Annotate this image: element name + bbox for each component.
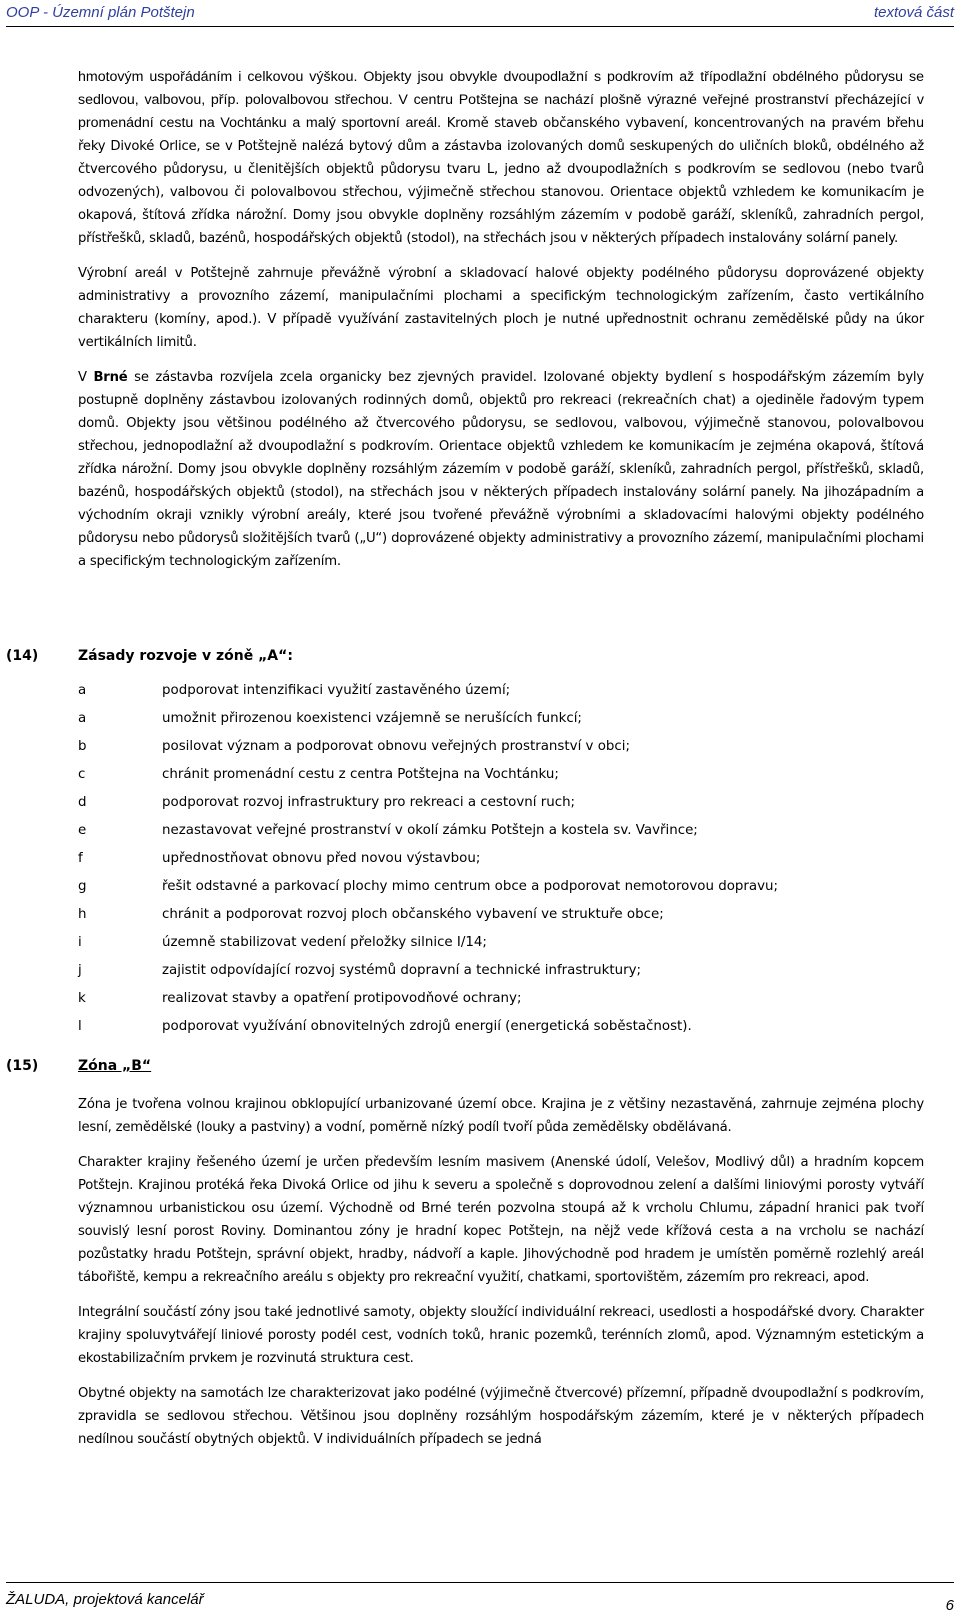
- list-item: [78, 711, 938, 739]
- list-item: [78, 1019, 938, 1047]
- section-15-body: [78, 1093, 924, 1451]
- list-item: [78, 907, 938, 935]
- list-item-letter: j: [78, 963, 82, 978]
- brne-paragraph: [78, 366, 924, 573]
- list-item: [78, 879, 938, 907]
- list-item-text: podporovat využívání obnovitelných zdrojů energií (energetická soběstačnost).: [162, 1019, 692, 1034]
- list-item-letter: c: [78, 767, 86, 782]
- list-item-text: podporovat intenzifikaci využití zastavěného území;: [162, 683, 511, 698]
- page-footer: [6, 1582, 954, 1616]
- intro-paragraph: [78, 66, 924, 250]
- list-item-text: podporovat rozvoj infrastruktury pro rekreaci a cestovní ruch;: [162, 795, 576, 810]
- section-14-number: (14): [6, 648, 39, 664]
- list-item-letter: h: [78, 907, 87, 922]
- page-number: 6: [945, 1597, 954, 1614]
- list-item-letter: k: [78, 991, 86, 1006]
- vyrobni-paragraph: Výrobní areál v Potštejně zahrnuje převážně výrobní a skladovací halové objekty podélného půdorysu doprovázené objekty administrativy a provozního zázemí, manipulačními plochami a specifickým technologickým zařízením, často vertikálního charakteru (komíny, apod.). V případě využívání zastavitelných ploch je nutné upřednostnit ochranu zemědělské půdy na úkor vertikálních limitů.: [78, 266, 924, 350]
- list-item: [78, 851, 938, 879]
- list-item-letter: b: [78, 739, 87, 754]
- list-item-text: realizovat stavby a opatření protipovodňové ochrany;: [162, 991, 522, 1006]
- list-item-text: umožnit přirozenou koexistenci vzájemně se nerušících funkcí;: [162, 711, 582, 726]
- list-item-letter: a: [78, 711, 87, 726]
- brne-text: se zástavba rozvíjela zcela organicky bez zjevných pravidel. Izolované objekty bydlení s hospodářským zázemím byly postupně doplněny zástavbou izolovaných rodinných domů, objektů pro rekreaci (rekreačních chat) a ojediněle řadovým typem domů. Objekty jsou většinou podélného až čtvercového půdorysu, se sedlovou, valbovou, výjimečně stanovou, polovalbovou střechou, jednopodlažní až dvoupodlažní s podkrovím. Orientace objektů vzhledem ke komunikacím je zejména okapová, štítová zřídka nárožní. Domy jsou obvykle doplněny rozsáhlým zázemím v podobě garáží, skleníků, zahradních pergol, přístřešků, skladů, bazénů, hospodářských objektů (stodol), na střechách jsou v některých případech instalovány solární panely. Na jihozápadním a východním okraji vznikly výrobní areály, které jsou tvořené převážně výrobními a skladovacími halovými objekty podélného půdorysu nebo půdorysů složitějších tvarů („U“) doprovázené objekty administrativy a provozního zázemí, manipulačními plochami a specifickým technologickým zařízením.: [78, 370, 924, 569]
- list-item: [78, 963, 938, 991]
- header-document-title: OOP - Územní plán Potštejn: [6, 4, 195, 21]
- section-15-paragraph: Obytné objekty na samotách lze charakterizovat jako podélné (výjimečně čtvercové) přízemní, případně dvoupodlažní s podkrovím, zpravidla se sedlovou střechou. Většinou jsou doplněny rozsáhlým hospodářským zázemím, které je v některých případech nedílnou součástí obytných objektů. V individuálních případech se jedná: [78, 1386, 924, 1447]
- list-item-letter: g: [78, 879, 87, 894]
- header-section-label: textová část: [873, 4, 954, 21]
- list-item: [78, 767, 938, 795]
- list-item-letter: l: [78, 1019, 82, 1034]
- list-item: [78, 795, 938, 823]
- intro-block: [78, 66, 924, 573]
- brne-bold-name: Brné: [93, 370, 128, 385]
- list-item-text: nezastavovat veřejné prostranství v okolí zámku Potštejn a kostela sv. Vavřince;: [162, 823, 698, 838]
- list-item-letter: i: [78, 935, 82, 950]
- list-item-letter: e: [78, 823, 87, 838]
- list-item: [78, 935, 938, 963]
- list-item: [78, 683, 938, 711]
- list-item-text: řešit odstavné a parkovací plochy mimo centrum obce a podporovat nemotorovou dopravu;: [162, 879, 779, 894]
- list-item-text: upřednostňovat obnovu před novou výstavbou;: [162, 851, 481, 866]
- list-item-text: územně stabilizovat vedení přeložky silnice I/14;: [162, 935, 487, 950]
- list-item-letter: d: [78, 795, 87, 810]
- intro-text-part1: hmotovým uspořádáním i celkovou výškou. Objekty jsou obvykle dvoupodlažní s podkrovím až třípodlažní obdélného půdorysu se sedlovou, valbovou, příp. polovalbovou střechou. V centru Potštejna se nachází plošně výrazné veřejné prostranství přecházející v promenádní cestu na Vochtánku a malý sportovní areál.: [78, 69, 924, 131]
- list-item: [78, 991, 938, 1019]
- list-item: [78, 739, 938, 767]
- section-15-paragraph: Integrální součástí zóny jsou také jednotlivé samoty, objekty sloužící individuální rekreaci, usedlosti a hospodářské dvory. Charakter krajiny spoluvytvářejí liniové porosty podél cest, vodních toků, hranic pozemků, terénních zlomů, apod. Významným estetickým a ekostabilizačním prvkem je rozvinutá struktura cest.: [78, 1305, 924, 1366]
- list-item-letter: f: [78, 851, 83, 866]
- list-item: [78, 823, 938, 851]
- section-15-paragraph: Charakter krajiny řešeného území je určen především lesním masivem (Anenské údolí, Velešov, Modlivý důl) a hradním kopcem Potštejn. Krajinou protéká řeka Divoká Orlice od jihu k severu a společně s doprovodnou zelení a dalšími liniovými porosty vytváří významnou urbanistickou osu území. Východně od Brné terén pozvolna stoupá až k vrcholu Chlumu, západní hranici pak tvoří souvislý lesní porost Roviny. Dominantou zóny je hradní kopec Potštejn, na nějž vede křížová cesta a na vrcholu se nachází pozůstatky hradu Potštejn, správní objekt, hradby, nádvoří a kaple. Jihovýchodně pod hradem je umístěn poměrně rozlehlý areál tábořiště, kempu a rekreačního areálu s objekty pro rekreační využití, chatkami, sportovištěm, zázemím pro rekreaci, apod.: [78, 1155, 924, 1285]
- page-header: [6, 0, 954, 27]
- list-item-letter: a: [78, 683, 87, 698]
- list-item-text: posilovat význam a podporovat obnovu veřejných prostranství v obci;: [162, 739, 631, 754]
- list-item-text: zajistit odpovídající rozvoj systémů dopravní a technické infrastruktury;: [162, 963, 642, 978]
- section-15-title: Zóna „B“: [78, 1058, 152, 1074]
- list-item-text: chránit promenádní cestu z centra Potštejna na Vochtánku;: [162, 767, 559, 782]
- footer-company: ŽALUDA, projektová kancelář: [6, 1591, 204, 1608]
- intro-text-part2: Kromě staveb občanského vybavení, koncentrovaných na pravém břehu řeky Divoké Orlice, se v Potštejně nalézá bytový dům a zástavba izolovaných domů seskupených do uličních bloků, obdélného až čtvercového půdorysu, u členitějších objektů půdorysu tvaru L, jedno až dvoupodlažních s podkrovím se sedlovou (nebo tvarů odvozených), valbovou či polovalbovou střechou, výjimečně střechou stanovou. Orientace objektů vzhledem ke komunikacím je okapová, štítová zřídka nárožní. Domy jsou obvykle doplněny rozsáhlým zázemím v podobě garáží, skleníků, zahradních pergol, přístřešků, skladů, bazénů, hospodářských objektů (stodol), na střechách jsou v některých případech instalovány solární panely.: [78, 116, 924, 246]
- section-15-paragraph: Zóna je tvořena volnou krajinou obklopující urbanizované území obce. Krajina je z většiny nezastavěná, zahrnuje zejména plochy lesní, zemědělské (louky a pastviny) a vodní, poměrně nízký podíl tvoří půda zemědělsky obdělávaná.: [78, 1097, 924, 1135]
- section-15-number: (15): [6, 1058, 39, 1074]
- list-item-text: chránit a podporovat rozvoj ploch občanského vybavení ve struktuře obce;: [162, 907, 664, 922]
- section-14-list: [78, 683, 938, 1047]
- section-14-title: Zásady rozvoje v zóně „A“:: [78, 648, 293, 664]
- brne-prefix: V: [78, 370, 94, 385]
